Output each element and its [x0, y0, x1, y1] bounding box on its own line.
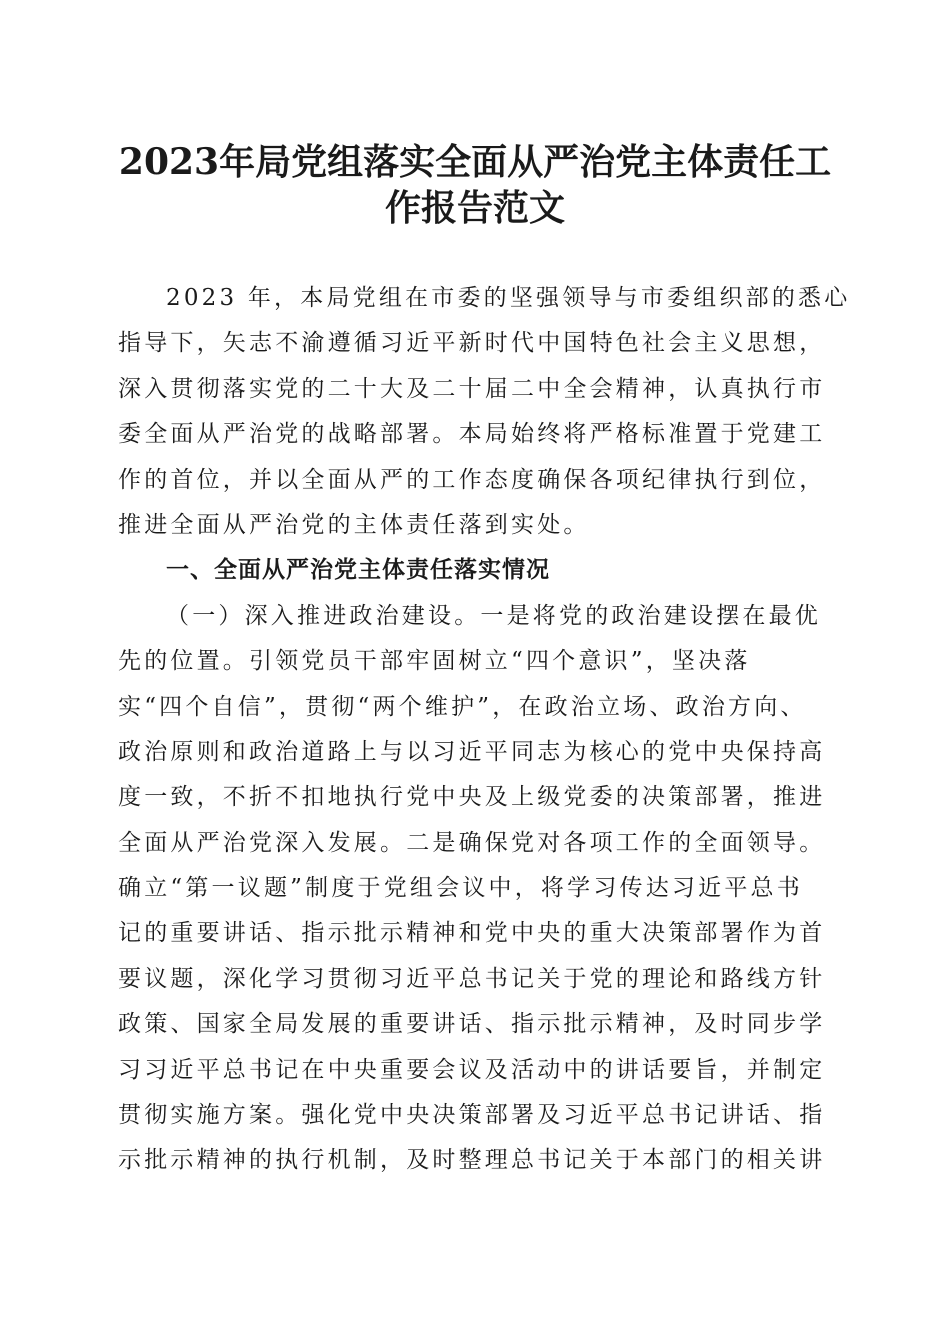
paragraph-line: 贯彻实施方案。强化党中央决策部署及习近平总书记讲话、指	[118, 1102, 826, 1129]
paragraph-line: 全面从严治党深入发展。二是确保党对各项工作的全面领导。	[118, 829, 826, 856]
document-body	[118, 276, 851, 1184]
document-title-line-2: 作报告范文	[384, 187, 565, 229]
section-heading: 一、全面从严治党主体责任落实情况	[166, 557, 550, 584]
paragraph-line: 2023 年，本局党组在市委的坚强领导与市委组织部的悉心	[166, 285, 851, 311]
paragraph-line: 推进全面从严治党的主体责任落到实处。	[118, 511, 590, 538]
paragraph-line: 要议题，深化学习贯彻习近平总书记关于党的理论和路线方针	[118, 965, 826, 992]
paragraph-line: 政治原则和政治道路上与以习近平同志为核心的党中央保持高	[118, 738, 826, 765]
paragraph-line: （一）深入推进政治建设。一是将党的政治建设摆在最优	[166, 602, 821, 629]
paragraph-line: 作的首位，并以全面从严的工作态度确保各项纪律执行到位，	[118, 466, 826, 493]
paragraph-line: 习习近平总书记在中央重要会议及活动中的讲话要旨，并制定	[118, 1056, 826, 1083]
paragraph-line: 深入贯彻落实党的二十大及二十届二中全会精神，认真执行市	[118, 375, 826, 402]
paragraph-line: 确立“第一议题”制度于党组会议中，将学习传达习近平总书	[118, 875, 803, 902]
paragraph-line: 先的位置。引领党员干部牢固树立“四个意识”，坚决落	[118, 648, 751, 675]
paragraph-line: 记的重要讲话、指示批示精神和党中央的重大决策部署作为首	[118, 920, 826, 947]
document-title-line-1: 2023年局党组落实全面从严治党主体责任工	[118, 141, 832, 183]
paragraph-line: 实“四个自信”，贯彻“两个维护”，在政治立场、政治方向、	[118, 693, 807, 720]
paragraph-line: 度一致，不折不扣地执行党中央及上级党委的决策部署，推进	[118, 784, 826, 811]
paragraph-line: 委全面从严治党的战略部署。本局始终将严格标准置于党建工	[118, 421, 826, 448]
paragraph-line: 政策、国家全局发展的重要讲话、指示批示精神，及时同步学	[118, 1011, 826, 1038]
paragraph-line: 示批示精神的执行机制，及时整理总书记关于本部门的相关讲	[118, 1147, 826, 1174]
paragraph-line: 指导下，矢志不渝遵循习近平新时代中国特色社会主义思想，	[118, 330, 826, 357]
